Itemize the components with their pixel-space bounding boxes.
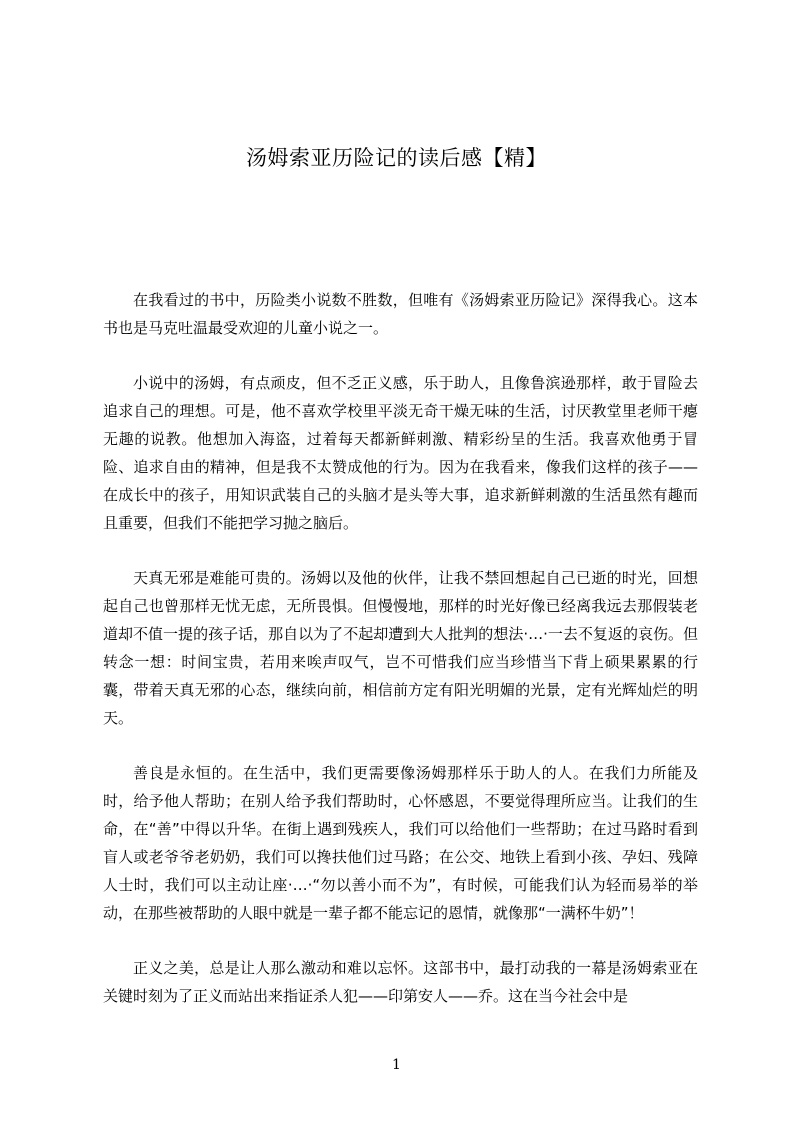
paragraph-4: 善良是永恒的。在生活中，我们更需要像汤姆那样乐于助人的人。在我们力所能及时，给予他人帮助；在别人给予我们帮助时，心怀感恩，不要觉得理所应当。让我们的生命，在“善”中得以升华。在街上遇到残疾人，我们可以给他们一些帮助；在过马路时看到盲人或老爷爷老奶奶，我们可以搀扶他们过马路；在公交、地铁上看到小孩、孕妇、残障人士时，我们可以主动让座·…·“勿以善小而不为”，有时候，可能我们认为轻而易举的举动，在那些被帮助的人眼中就是一辈子都不能忘记的恩情，就像那“一满杯牛奶”！ xyxy=(103,764,698,922)
paragraph-1: 在我看过的书中，历险类小说数不胜数，但唯有《汤姆索亚历险记》深得我心。这本书也是马克吐温最受欢迎的儿童小说之一。 xyxy=(103,291,698,337)
paragraph-3: 天真无邪是难能可贵的。汤姆以及他的伙伴，让我不禁回想起自己已逝的时光，回想起自己也曾那样无忧无虑，无所畏惧。但慢慢地，那样的时光好像已经离我远去那假装老道却不值一提的孩子话，那自以为了不起却遭到大人批判的想法·…·一去不复返的哀伤。但转念一想：时间宝贵，若用来唉声叹气，岂不可惜我们应当珍惜当下背上硕果累累的行囊，带着天真无邪的心态，继续向前，相信前方定有阳光明媚的光景，定有光辉灿烂的明天。 xyxy=(103,569,698,727)
page-number: 1 xyxy=(392,1057,401,1073)
paragraph-5: 正义之美，总是让人那么激动和难以忘怀。这部书中，最打动我的一幕是汤姆索亚在关键时刻为了正义而站出来指证杀人犯——印第安人——乔。这在当今社会中是 xyxy=(103,959,698,1005)
paragraph-2: 小说中的汤姆，有点顽皮，但不乏正义感，乐于助人，且像鲁滨逊那样，敢于冒险去追求自己的理想。可是，他不喜欢学校里平淡无奇干燥无味的生活，讨厌教堂里老师干瘪无趣的说教。他想加入海盗，过着每天都新鲜刺激、精彩纷呈的生活。我喜欢他勇于冒险、追求自由的精神，但是我不太赞成他的行为。因为在我看来，像我们这样的孩子——在成长中的孩子，用知识武装自己的头脑才是头等大事，追求新鲜刺激的生活虽然有趣而且重要，但我们不能把学习抛之脑后。 xyxy=(103,374,698,532)
document-body xyxy=(103,286,698,1037)
document-title: 汤姆索亚历险记的读后感【精】 xyxy=(246,146,547,170)
